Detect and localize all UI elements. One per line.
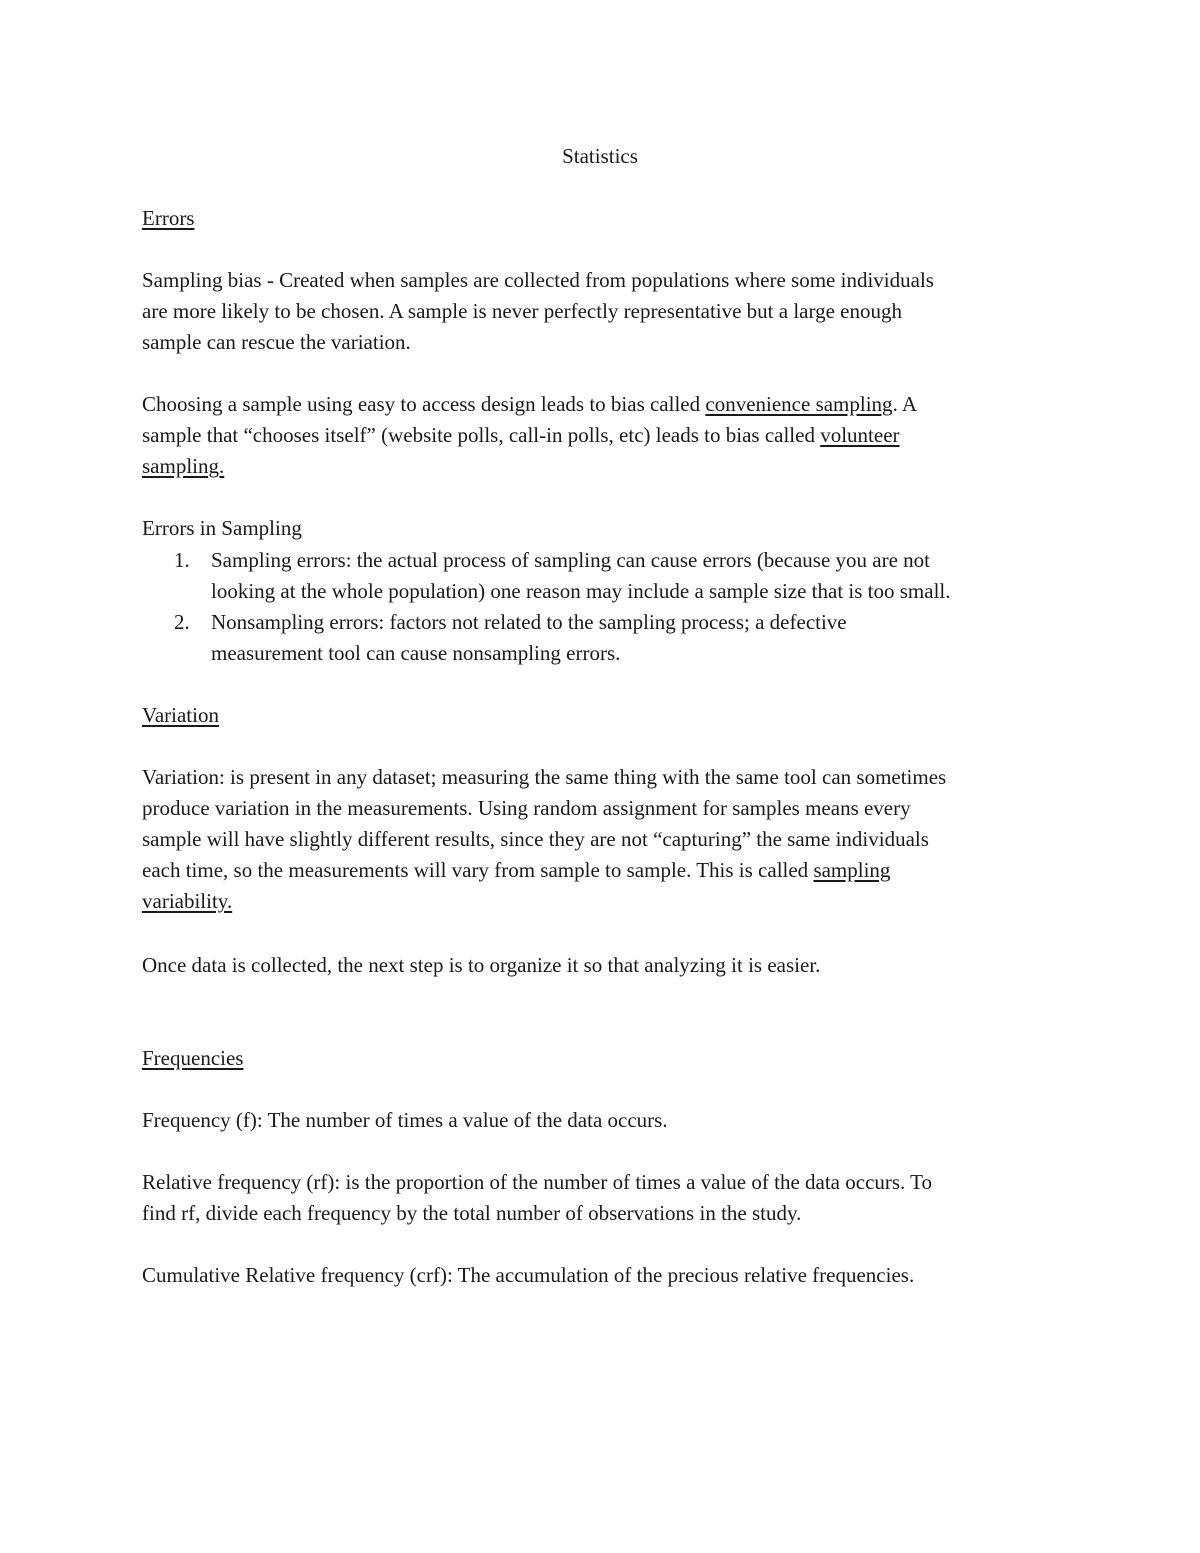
variation-line-4 bbox=[142, 855, 890, 886]
volunteer-term: volunteer bbox=[820, 423, 900, 447]
relative-frequency-line-1: Relative frequency (rf): is the proportion of the number of times a value of the data occurs. To bbox=[142, 1170, 933, 1194]
errors-heading: Errors bbox=[142, 206, 195, 230]
sampling-term: sampling bbox=[813, 858, 891, 882]
choosing-line-1-end: . A bbox=[892, 392, 918, 416]
list-item-number-2: 2. bbox=[174, 610, 190, 634]
list-item-1-line-2: looking at the whole population) one reason may include a sample size that is too small. bbox=[211, 579, 951, 603]
once-collected-paragraph: Once data is collected, the next step is to organize it so that analyzing it is easier. bbox=[142, 953, 821, 977]
choosing-line-1-text: Choosing a sample using easy to access design leads to bias called bbox=[142, 392, 706, 416]
variation-line-1: Variation: is present in any dataset; measuring the same thing with the same tool can sometimes bbox=[142, 765, 947, 789]
frequencies-heading: Frequencies bbox=[142, 1046, 244, 1070]
volunteer-sampling-term-cont: sampling. bbox=[142, 454, 225, 478]
sampling-bias-line-3: sample can rescue the variation. bbox=[142, 330, 411, 354]
variation-heading: Variation bbox=[142, 703, 219, 727]
variation-line-4-text: each time, so the measurements will vary from sample to sample. This is called bbox=[142, 858, 814, 882]
sampling-variability-term-cont: variability. bbox=[142, 889, 233, 913]
sampling-bias-line-1: Sampling bias - Created when samples are collected from populations where some individuals bbox=[142, 268, 934, 292]
variation-line-3: sample will have slightly different results, since they are not “capturing” the same individuals bbox=[142, 827, 929, 851]
list-item-2-line-1: Nonsampling errors: factors not related to the sampling process; a defective bbox=[211, 610, 847, 634]
choosing-line-2-text: sample that “chooses itself” (website polls, call-in polls, etc) leads to bias called bbox=[142, 423, 821, 447]
errors-in-sampling-heading: Errors in Sampling bbox=[142, 516, 302, 540]
list-item-2-line-2: measurement tool can cause nonsampling errors. bbox=[211, 641, 621, 665]
frequency-definition: Frequency (f): The number of times a value of the data occurs. bbox=[142, 1108, 668, 1132]
choosing-line-2 bbox=[142, 420, 900, 451]
sampling-bias-line-2: are more likely to be chosen. A sample is never perfectly representative but a large enough bbox=[142, 299, 902, 323]
list-item-number-1: 1. bbox=[174, 548, 190, 572]
cumulative-relative-frequency-definition: Cumulative Relative frequency (crf): The accumulation of the precious relative frequencies. bbox=[142, 1263, 915, 1287]
convenience-sampling-term: convenience sampling bbox=[705, 392, 893, 416]
list-item-1-line-1: Sampling errors: the actual process of sampling can cause errors (because you are not bbox=[211, 548, 930, 572]
relative-frequency-line-2: find rf, divide each frequency by the total number of observations in the study. bbox=[142, 1201, 802, 1225]
variation-line-2: produce variation in the measurements. Using random assignment for samples means every bbox=[142, 796, 911, 820]
choosing-line-1 bbox=[142, 389, 917, 420]
page-title: Statistics bbox=[562, 144, 638, 168]
